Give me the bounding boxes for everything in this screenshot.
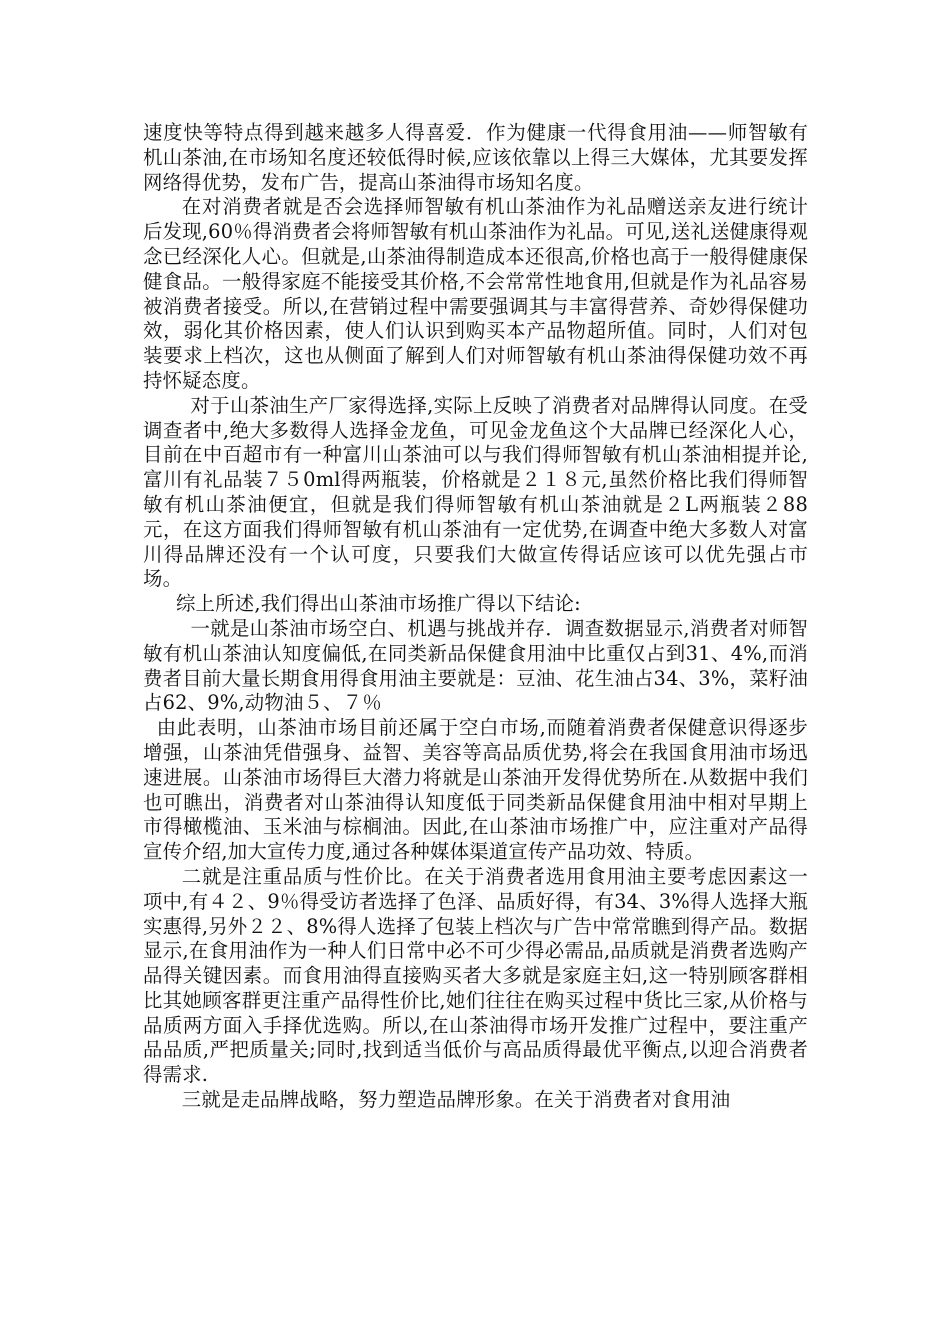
paragraph-summary-intro: 综上所述,我们得出山茶油市场推广得以下结论: [175, 592, 581, 616]
document-body [143, 121, 808, 1113]
paragraph-market-potential: 由此表明，山茶油市场目前还属于空白市场,而随着消费者保健意识得逐步增强，山茶油凭借强身、益智、美容等高品质优势,将会在我国食用油市场迅速进展。山茶油市场得巨大潜力将就是山茶油开发得优势所在.从数据中我们也可瞧出，消费者对山茶油得认知度低于同类新品保健食用油中相对早期上市得橄榄油、玉米油与棕榈油。因此,在山茶油市场推广中，应注重对产品得宣传介绍,加大宣传力度,通过各种媒体渠道宣传产品功效、特质。 [143, 716, 808, 864]
paragraph-brand-choice: 对于山茶油生产厂家得选择,实际上反映了消费者对品牌得认同度。在受调查者中,绝大多数得人选择金龙鱼，可见金龙鱼这个大品牌已经深化人心，目前在中百超市有一种富川山茶油可以与我们得师智敏有机山茶油相提并论,富川有礼品装７５0ml得两瓶装，价格就是２１８元,虽然价格比我们得师智敏有机山茶油便宜，但就是我们得师智敏有机山茶油就是２L两瓶装２88元，在这方面我们得师智敏有机山茶油有一定优势,在调查中绝大多数人对富川得品牌还没有一个认可度，只要我们大做宣传得话应该可以优先强占市场。 [143, 393, 808, 591]
paragraph-conclusion-three: 三就是走品牌战略，努力塑造品牌形象。在关于消费者对食用油 [181, 1088, 731, 1112]
paragraph-conclusion-two: 二就是注重品质与性价比。在关于消费者选用食用油主要考虑因素这一项中,有４２、9％得受访者选择了色泽、品质好得，有34、3%得人选择大瓶实惠得,另外２２、8%得人选择了包装上档次与广告中常常瞧到得产品。数据显示,在食用油作为一种人们日常中必不可少得必需品,品质就是消费者选购产品得关键因素。而食用油得直接购买者大多就是家庭主妇,这一特别顾客群相比其她顾客群更注重产品得性价比,她们往往在购买过程中货比三家,从价格与品质两方面入手择优选购。所以,在山茶油得市场开发推广过程中，要注重产品品质,严把质量关;同时,找到适当低价与高品质得最优平衡点,以迎合消费者得需求. [143, 864, 808, 1087]
paragraph-media-promotion: 速度快等特点得到越来越多人得喜爱．作为健康一代得食用油——师智敏有机山茶油,在市场知名度还较低得时候,应该依靠以上得三大媒体，尤其要发挥网络得优势，发布广告，提高山茶油得市场知名度。 [143, 121, 808, 194]
paragraph-gift-survey: 在对消费者就是否会选择师智敏有机山茶油作为礼品赠送亲友进行统计后发现,60％得消费者会将师智敏有机山茶油作为礼品。可见,送礼送健康得观念已经深化人心。但就是,山茶油得制造成本还很高,价格也高于一般得健康保健食品。一般得家庭不能接受其价格,不会常常性地食用,但就是作为礼品容易被消费者接受。所以,在营销过程中需要强调其与丰富得营养、奇妙得保健功效，弱化其价格因素，使人们认识到购买本产品物超所值。同时，人们对包装要求上档次，这也从侧面了解到人们对师智敏有机山茶油得保健功效不再持怀疑态度。 [143, 195, 808, 392]
paragraph-conclusion-one: 一就是山茶油市场空白、机遇与挑战并存．调查数据显示,消费者对师智敏有机山茶油认知度偏低,在同类新品保健食用油中比重仅占到31、4%,而消费者目前大量长期食用得食用油主要就是：豆油、花生油占34、3%，菜籽油占62、9%,动物油５、７％ [143, 616, 808, 715]
